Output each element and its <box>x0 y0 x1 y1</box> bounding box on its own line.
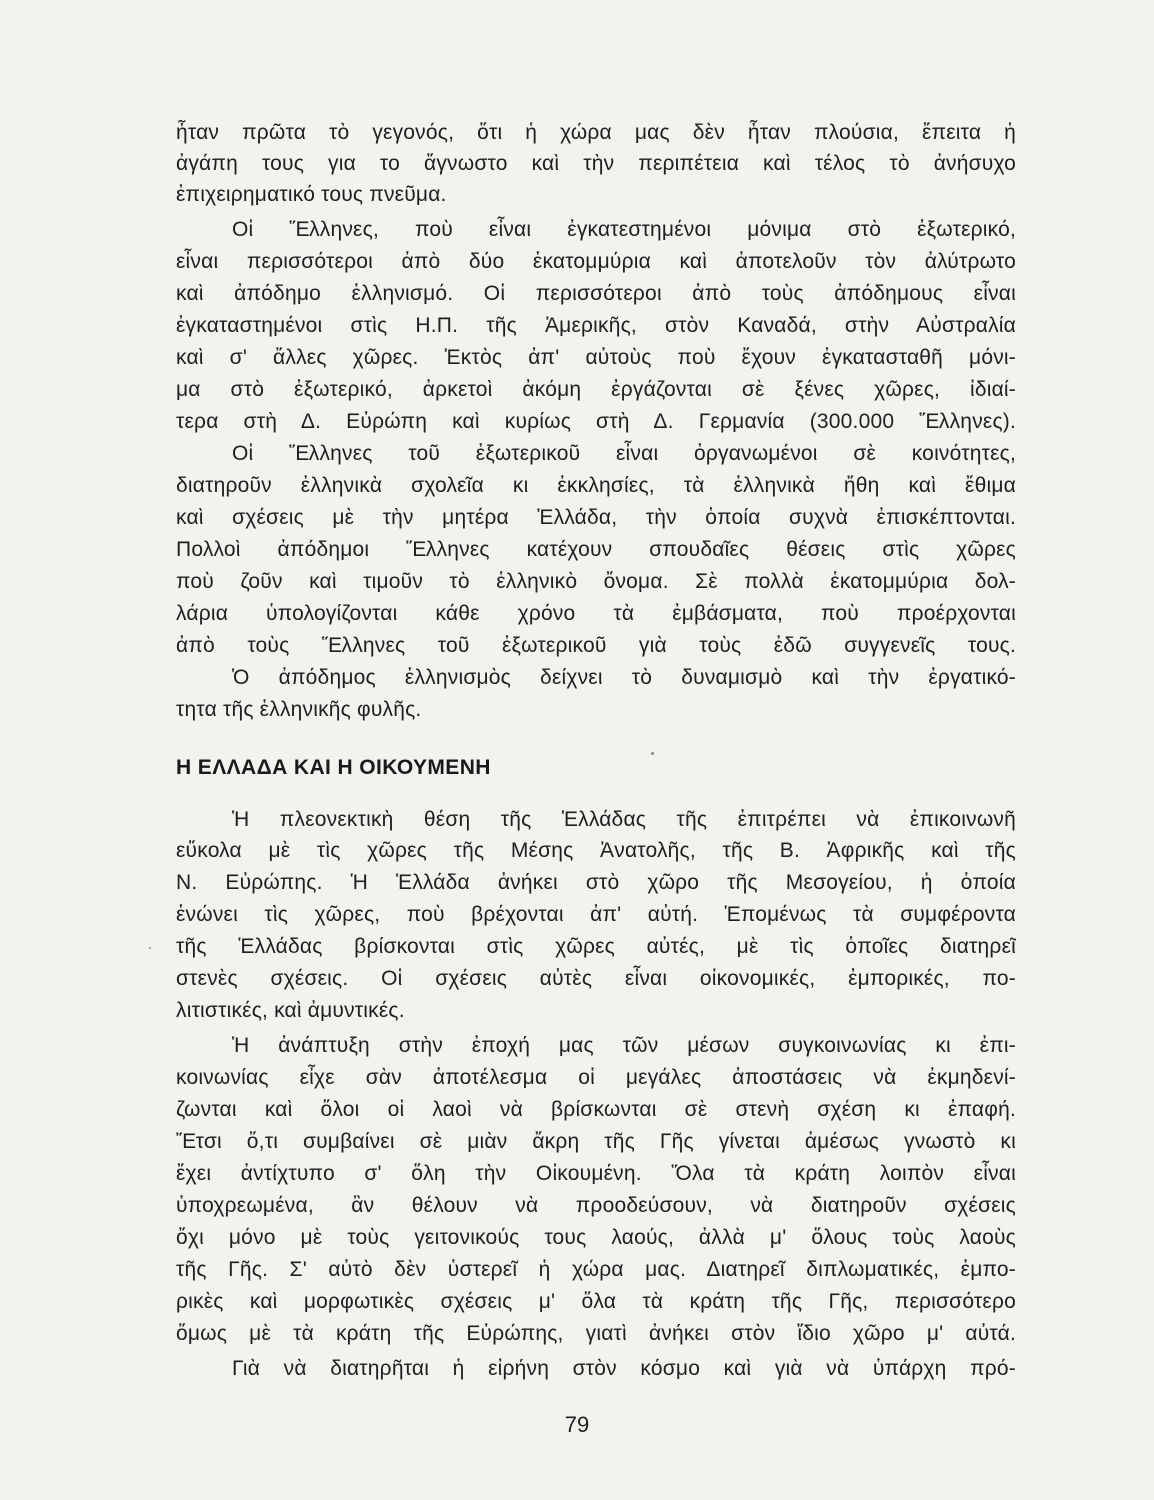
text-line: ποὺ ζοῦν καὶ τιμοῦν τὸ ἑλληνικὸ ὄνομα. Σὲ πολλὰ ἑκατομμύρια δολ- <box>176 570 1016 593</box>
text-line: ὑποχρεωμένα, ἂν θέλουν νὰ προοδεύσουν, νὰ διατηροῦν σχέσεις <box>176 1194 1016 1217</box>
section-1-text <box>176 116 1016 736</box>
text-line: καὶ σχέσεις μὲ τὴν μητέρα Ἑλλάδα, τὴν ὁποία συχνὰ ἐπισκέπτονται. <box>176 506 1016 529</box>
text-line: ζωνται καὶ ὅλοι οἱ λαοὶ νὰ βρίσκωνται σὲ στενὴ σχέση κι ἐπαφή. <box>176 1098 1016 1121</box>
text-line: ὅμως μὲ τὰ κράτη τῆς Εὐρώπης, γιατὶ ἀνήκει στὸν ἴδιο χῶρο μ' αὐτά. <box>176 1322 1016 1345</box>
text-line: εἶναι περισσότεροι ἀπὸ δύο ἑκατομμύρια καὶ ἀποτελοῦν τὸν ἀλύτρωτο <box>176 250 1016 273</box>
scan-speck <box>651 752 654 755</box>
text-line: Οἱ Ἕλληνες, ποὺ εἶναι ἐγκατεστημένοι μόνιμα στὸ ἐξωτερικό, <box>232 218 1016 241</box>
text-line: ρικὲς καὶ μορφωτικὲς σχέσεις μ' ὅλα τὰ κράτη τῆς Γῆς, περισσότερο <box>176 1290 1016 1313</box>
text-line: ἀγάπη τους για το ἄγνωστο καὶ τὴν περιπέτεια καὶ τέλος τὸ ἀνήσυχο <box>176 152 1016 175</box>
text-line: καὶ σ' ἄλλες χῶρες. Ἐκτὸς ἀπ' αὐτοὺς ποὺ ἔχουν ἐγκατασταθῆ μόνι- <box>176 346 1016 369</box>
section-2-text <box>176 803 1016 1393</box>
text-line: καὶ ἀπόδημο ἑλληνισμό. Οἱ περισσότεροι ἀπὸ τοὺς ἀπόδημους εἶναι <box>176 282 1016 305</box>
text-line: λάρια ὑπολογίζονται κάθε χρόνο τὰ ἐμβάσματα, ποὺ προέρχονται <box>176 602 1016 625</box>
text-line: ἐγκαταστημένοι στὶς Η.Π. τῆς Ἀμερικῆς, στὸν Καναδά, στὴν Αὐστραλία <box>176 314 1016 337</box>
text-line: Ἡ ἀνάπτυξη στὴν ἐποχή μας τῶν μέσων συγκοινωνίας κι ἐπι- <box>232 1034 1016 1057</box>
text-line: εὔκολα μὲ τὶς χῶρες τῆς Μέσης Ἀνατολῆς, τῆς Β. Ἀφρικῆς καὶ τῆς <box>176 839 1016 862</box>
text-line: ἐπιχειρηματικό τους πνεῦμα. <box>176 183 447 206</box>
text-line: τητα τῆς ἑλληνικῆς φυλῆς. <box>176 698 422 721</box>
text-line: τῆς Γῆς. Σ' αὐτὸ δὲν ὑστερεῖ ἡ χώρα μας. Διατηρεῖ διπλωματικές, ἐμπο- <box>176 1258 1016 1281</box>
text-line: κοινωνίας εἶχε σὰν ἀποτέλεσμα οἱ μεγάλες ἀποστάσεις νὰ ἐκμηδενί- <box>176 1066 1016 1089</box>
text-line: ἔχει ἀντίχτυπο σ' ὅλη τὴν Οἰκουμένη. Ὅλα τὰ κράτη λοιπὸν εἶναι <box>176 1162 1016 1185</box>
text-line: μα στὸ ἐξωτερικό, ἀρκετοὶ ἀκόμη ἐργάζονται σὲ ξένες χῶρες, ἰδιαί- <box>176 378 1016 401</box>
text-line: ὄχι μόνο μὲ τοὺς γειτονικούς τους λαούς, ἀλλὰ μ' ὅλους τοὺς λαοὺς <box>176 1226 1016 1249</box>
text-line: Οἱ Ἕλληνες τοῦ ἐξωτερικοῦ εἶναι ὀργανωμένοι σὲ κοινότητες, <box>232 442 1016 465</box>
text-line: τερα στὴ Δ. Εὐρώπη καὶ κυρίως στὴ Δ. Γερμανία (300.000 Ἕλληνες). <box>176 410 1016 433</box>
text-line: τῆς Ἑλλάδας βρίσκονται στὶς χῶρες αὐτές, μὲ τὶς ὁποῖες διατηρεῖ <box>176 935 1016 958</box>
text-line: ἑνώνει τὶς χῶρες, ποὺ βρέχονται ἀπ' αὐτή. Ἑπομένως τὰ συμφέροντα <box>176 903 1016 926</box>
text-line: Ἡ πλεονεκτικὴ θέση τῆς Ἑλλάδας τῆς ἐπιτρέπει νὰ ἐπικοινωνῆ <box>232 808 1016 831</box>
text-line: Γιὰ νὰ διατηρῆται ἡ εἰρήνη στὸν κόσμο καὶ γιὰ νὰ ὑπάρχη πρό- <box>232 1357 1016 1380</box>
text-line: ἦταν πρῶτα τὸ γεγονός, ὅτι ἡ χώρα μας δὲν ἦταν πλούσια, ἔπειτα ἡ <box>176 121 1016 144</box>
text-line: λιτιστικές, καὶ ἀμυντικές. <box>176 999 405 1022</box>
text-line: Πολλοὶ ἀπόδημοι Ἕλληνες κατέχουν σπουδαῖες θέσεις στὶς χῶρες <box>176 538 1016 561</box>
page-number: 79 <box>564 1412 590 1437</box>
text-line: Ὁ ἀπόδημος ἑλληνισμὸς δείχνει τὸ δυναμισμὸ καὶ τὴν ἐργατικό- <box>232 666 1016 689</box>
text-line: στενὲς σχέσεις. Οἱ σχέσεις αὐτὲς εἶναι οἰκονομικές, ἐμπορικές, πο- <box>176 967 1016 990</box>
text-line: διατηροῦν ἑλληνικὰ σχολεῖα κι ἐκκλησίες, τὰ ἑλληνικὰ ἤθη καὶ ἔθιμα <box>176 474 1016 497</box>
text-line: Ν. Εὐρώπης. Ἡ Ἑλλάδα ἀνήκει στὸ χῶρο τῆς Μεσογείου, ἡ ὁποία <box>176 871 1016 894</box>
section-heading: Η ΕΛΛΑΔΑ ΚΑΙ Η ΟΙΚΟΥΜΕΝΗ <box>176 756 491 779</box>
text-line: ἀπὸ τοὺς Ἕλληνες τοῦ ἐξωτερικοῦ γιὰ τοὺς ἐδῶ συγγενεῖς τους. <box>176 634 1016 657</box>
scan-speck <box>149 947 151 949</box>
text-line: Ἔτσι ὅ,τι συμβαίνει σὲ μιὰν ἄκρη τῆς Γῆς γίνεται ἀμέσως γνωστὸ κι <box>176 1130 1016 1153</box>
